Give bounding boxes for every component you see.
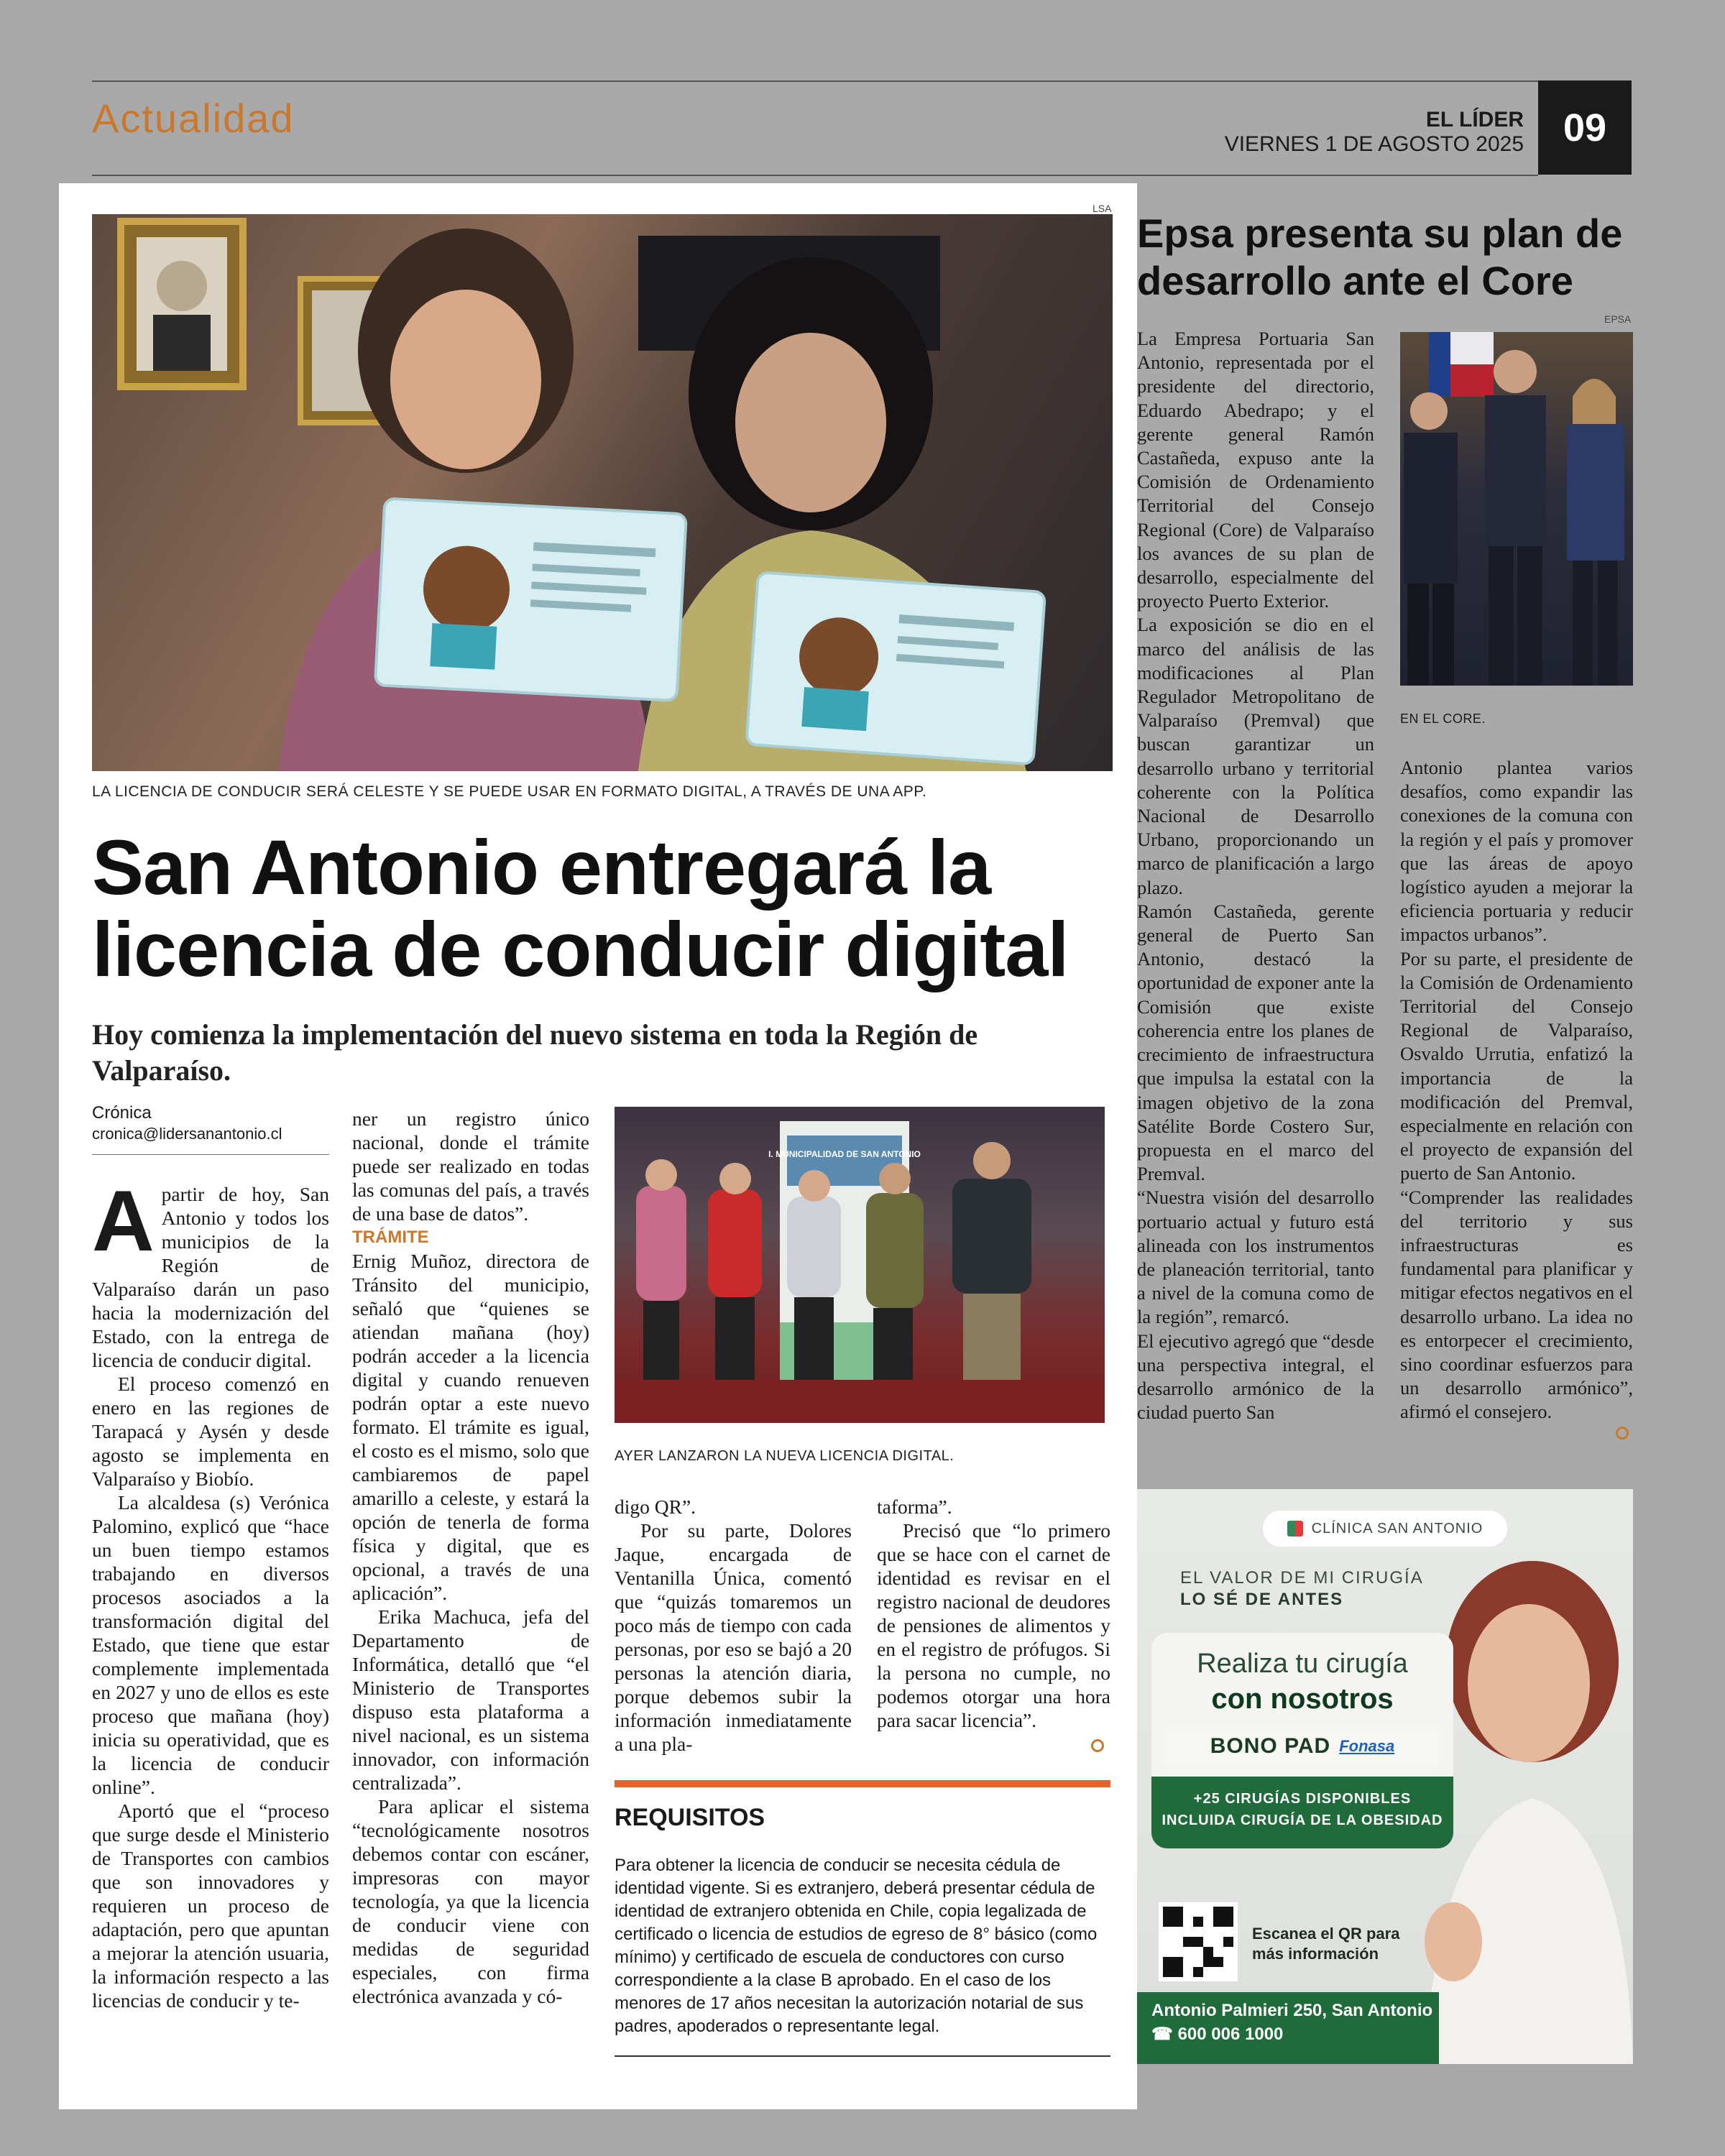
main-col-1 [92, 1173, 329, 2012]
byline-author: Crónica [92, 1103, 152, 1123]
main-deck: Hoy comienza la implementación del nuevo sistema en toda la Región de Valparaíso. [92, 1018, 978, 1087]
ad-qr-line-1: Escanea el QR para [1252, 1925, 1400, 1943]
side-photo-credit: EPSA [1604, 313, 1632, 325]
requisitos-body: Para obtener la licencia de conducir se necesita cédula de identidad vigente. Si es extranjero, deberá presentar cédula de identidad de extranjero obtenida en Chile, copia legalizada de certificado o licencia de estudios de egreso de 8° básico (como mínimo) y certificado de escuela de conductores con curso correspondiente a la clase B aprobado. En el caso de los menores de 17 años necesitan la autorización notarial de sus padres, apoderados o representante legal. [615, 1856, 1098, 2036]
section-title: Actualidad [92, 96, 295, 141]
ad-card-line-1: Realiza tu cirugía [1197, 1649, 1408, 1679]
qr-code-icon[interactable] [1159, 1902, 1238, 1981]
requisitos-title: REQUISITOS [615, 1804, 765, 1831]
ad-tagline-1: EL VALOR DE MI CIRUGÍA [1180, 1568, 1424, 1588]
launch-photo-illustration [615, 1107, 1105, 1423]
side-col-1 [1137, 327, 1374, 1424]
header-rule-bottom [92, 175, 1538, 176]
article-end-mark [1091, 1739, 1104, 1752]
paragraph: Por su parte, Dolores Jaque, encargada de Ventanilla Única, comentó que “quizás tomaremos un poco más de tiempo con cada personas, por eso se bajó a 20 personas la atención diaria, porque debemos subir la información inmediatamente a una pla- [615, 1519, 852, 1755]
paragraph: Ramón Castañeda, gerente general de Puerto San Antonio, destacó la oportunidad de exponer ante la Comisión que existe coherencia entre los planes de crecimiento de infraestructura que impulsa la estatal con la imagen objetivo de la zona Satélite Borde Costero Sur, propuesta en el marco del Premval. [1137, 900, 1374, 1185]
main-photo [92, 214, 1113, 771]
main-photo-illustration [92, 214, 1113, 771]
paragraph: La Empresa Portuaria San Antonio, representada por el presidente del directorio, Eduardo Abedrapo; y el gerente general Ramón Castañeda, expuso ante la Comisión de Ordenamiento Territorial del Consejo Regional (Core) de Valparaíso los avances de su plan de desarrollo, especialmente del proyecto Puerto Exterior. [1137, 328, 1374, 612]
paragraph: Ernig Muñoz, directora de Tránsito del municipio, señaló que “quienes se atiendan mañana (hoy) podrán acceder a la licencia digital y cuando renueven podrán optar a este nuevo formato. El trámite es igual, el costo es el mismo, solo que cambiaremos de papel amarillo a celeste, y estará la opción de tenerla de forma física y digital, que es opcional, a través de una aplicación”. [352, 1250, 589, 1604]
paragraph: El ejecutivo agregó que “desde una perspectiva integral, el desarrollo armónico de la ciudad puerto San [1137, 1330, 1374, 1424]
paragraph: ner un registro único nacional, donde el trámite puede ser realizado en todas las comunas del país, a través de una base de datos”. [352, 1107, 589, 1225]
paragraph: “Nuestra visión del desarrollo portuario actual y futuro está alineada con los instrumentos de planeación territorial, tanto a nivel de la comuna como de la región”, remarcó. [1137, 1187, 1374, 1328]
ad-brand-name: CLÍNICA SAN ANTONIO [1311, 1520, 1484, 1537]
paragraph: El proceso comenzó en enero en las regiones de Tarapacá y Aysén y desde agosto se implementa en Valparaíso y Biobío. [92, 1373, 329, 1490]
banner-text: I. MUNICIPALIDAD DE SAN ANTONIO [768, 1149, 921, 1159]
ad-qr-line-2: más información [1252, 1945, 1379, 1963]
requisitos-bar [615, 1780, 1110, 1787]
launch-photo-caption: AYER LANZARON LA NUEVA LICENCIA DIGITAL. [615, 1448, 954, 1464]
paragraph: Erika Machuca, jefa del Departamento de Informática, detalló que “el Ministerio de Transportes dispuso esta plataforma a nivel nacional, es un sistema innovador, con información centralizada”. [352, 1606, 589, 1794]
byline-email: cronica@lidersanantonio.cl [92, 1125, 282, 1143]
ad-bono-pad [1162, 1726, 1443, 1766]
main-col-3 [615, 1495, 852, 1756]
paragraph: Antonio plantea varios desafíos, como expandir las conexiones de la comuna con la región y el país y promover que las áreas de apoyo logístico ayuden a mejorar la eficiencia portuaria y reducir impactos urbanos”. [1400, 757, 1633, 946]
side-article-end-mark [1616, 1427, 1629, 1439]
launch-photo [615, 1107, 1105, 1423]
fonasa-logo: Fonasa [1339, 1737, 1395, 1755]
ad-bono-label: BONO PAD [1210, 1734, 1331, 1758]
ad-tagline-2: LO SÉ DE ANTES [1180, 1590, 1344, 1609]
paragraph: Precisó que “lo primero que se hace con el carnet de identidad es revisar en el registro nacional de deudores de pensiones de alimentos y en el registro de prófugos. Si la persona no cumple, no podemos otorgar una hora para sacar licencia”. [877, 1519, 1110, 1731]
main-col-4 [877, 1495, 1110, 1732]
ad-green-line-1: +25 CIRUGÍAS DISPONIBLES [1193, 1791, 1412, 1807]
paragraph: La exposición se dio en el marco del análisis de las modificaciones al Plan Regulador Metropolitano de Valparaíso (Premval) que buscan garantizar un desarrollo urbano y territorial coherente con la Política Nacional de Desarrollo Urbano, proporcionando un marco de planificación a largo plazo. [1137, 614, 1374, 898]
ad-phone: 600 006 1000 [1177, 2024, 1284, 2044]
paragraph: taforma”. [877, 1496, 952, 1518]
ad-brand-pill [1263, 1511, 1507, 1547]
side-headline: Epsa presenta su plan de desarrollo ante el Core [1137, 211, 1623, 303]
paragraph: Para aplicar el sistema “tecnológicamente nosotros debemos contar con escáner, impresoras con mayor tecnología, ya que la licencia de conducir viene con medidas de seguridad especiales, con firma electrónica avanzada y có- [352, 1795, 589, 2007]
paragraph: “Comprender las realidades del territorio y sus infraestructuras es fundamental para planificar y mitigar efectos negativos en el desarrollo urbano. La idea no es entorpecer el crecimiento, sino coordinar esfuerzos para un desarrollo armónico”, afirmó el consejero. [1400, 1186, 1633, 1423]
side-col-2 [1400, 756, 1633, 1424]
header-rule-top [92, 80, 1630, 82]
paragraph: partir de hoy, San Antonio y todos los municipios de la Región de Valparaíso darán un paso hacia la modernización del Estado, con la entrega de licencia de conducir digital. [92, 1183, 329, 1371]
newspaper-name: EL LÍDER [1425, 108, 1524, 132]
byline-rule [92, 1154, 329, 1155]
ad-green-line-2: INCLUIDA CIRUGÍA DE LA OBESIDAD [1162, 1812, 1443, 1828]
paragraph: Aportó que el “proceso que surge desde el Ministerio de Transportes con cambios que son innovadores y requieren un proceso de adaptación, pero que apuntan a mejorar la atención usuaria, la información respecto a las licencias de conducir y te- [92, 1800, 329, 2012]
paragraph: digo QR”. [615, 1496, 696, 1518]
dropcap: A [92, 1173, 155, 1269]
main-col-2 [352, 1107, 589, 2008]
main-headline: San Antonio entregará la licencia de conducir digital [92, 824, 1069, 992]
core-photo [1400, 332, 1633, 686]
ad-qr-text [1252, 1924, 1399, 1964]
ad-phone-row [1151, 2024, 1283, 2045]
core-photo-caption: EN EL CORE. [1400, 711, 1486, 726]
main-photo-caption: LA LICENCIA DE CONDUCIR SERÁ CELESTE Y SE PUEDE USAR EN FORMATO DIGITAL, A TRAVÉS DE UNA APP. [92, 783, 927, 800]
issue-date: VIERNES 1 DE AGOSTO 2025 [1224, 132, 1524, 156]
paragraph: La alcaldesa (s) Verónica Palomino, explicó que “hace un buen tiempo estamos trabajando en diversos procesos asociados a la transformación digital del Estado, que tiene que estar complemente implementada en 2027 y uno de ellos es este proceso que mañana (hoy) inicia su operatividad, que es la licencia de conducir online”. [92, 1491, 329, 1798]
page-number: 09 [1538, 80, 1632, 175]
requisitos-rule [615, 2055, 1110, 2057]
clinic-advertisement [1137, 1489, 1633, 2064]
core-photo-illustration [1400, 332, 1633, 686]
ad-card-line-2: con nosotros [1211, 1683, 1394, 1715]
phone-icon: ☎ [1151, 2024, 1173, 2044]
clinic-logo-icon [1287, 1521, 1303, 1537]
paragraph: Por su parte, el presidente de la Comisión de Ordenamiento Territorial del Consejo Regional de Valparaíso, Osvaldo Urrutia, enfatizó la importancia de la modificación del Premval, especialmente en relación con el proyecto de expansión del puerto de San Antonio. [1400, 947, 1633, 1184]
subhead-tramite: TRÁMITE [352, 1227, 429, 1247]
masthead [1179, 108, 1524, 157]
photo-credit: LSA [1092, 203, 1112, 214]
ad-address: Antonio Palmieri 250, San Antonio [1151, 2001, 1433, 2020]
